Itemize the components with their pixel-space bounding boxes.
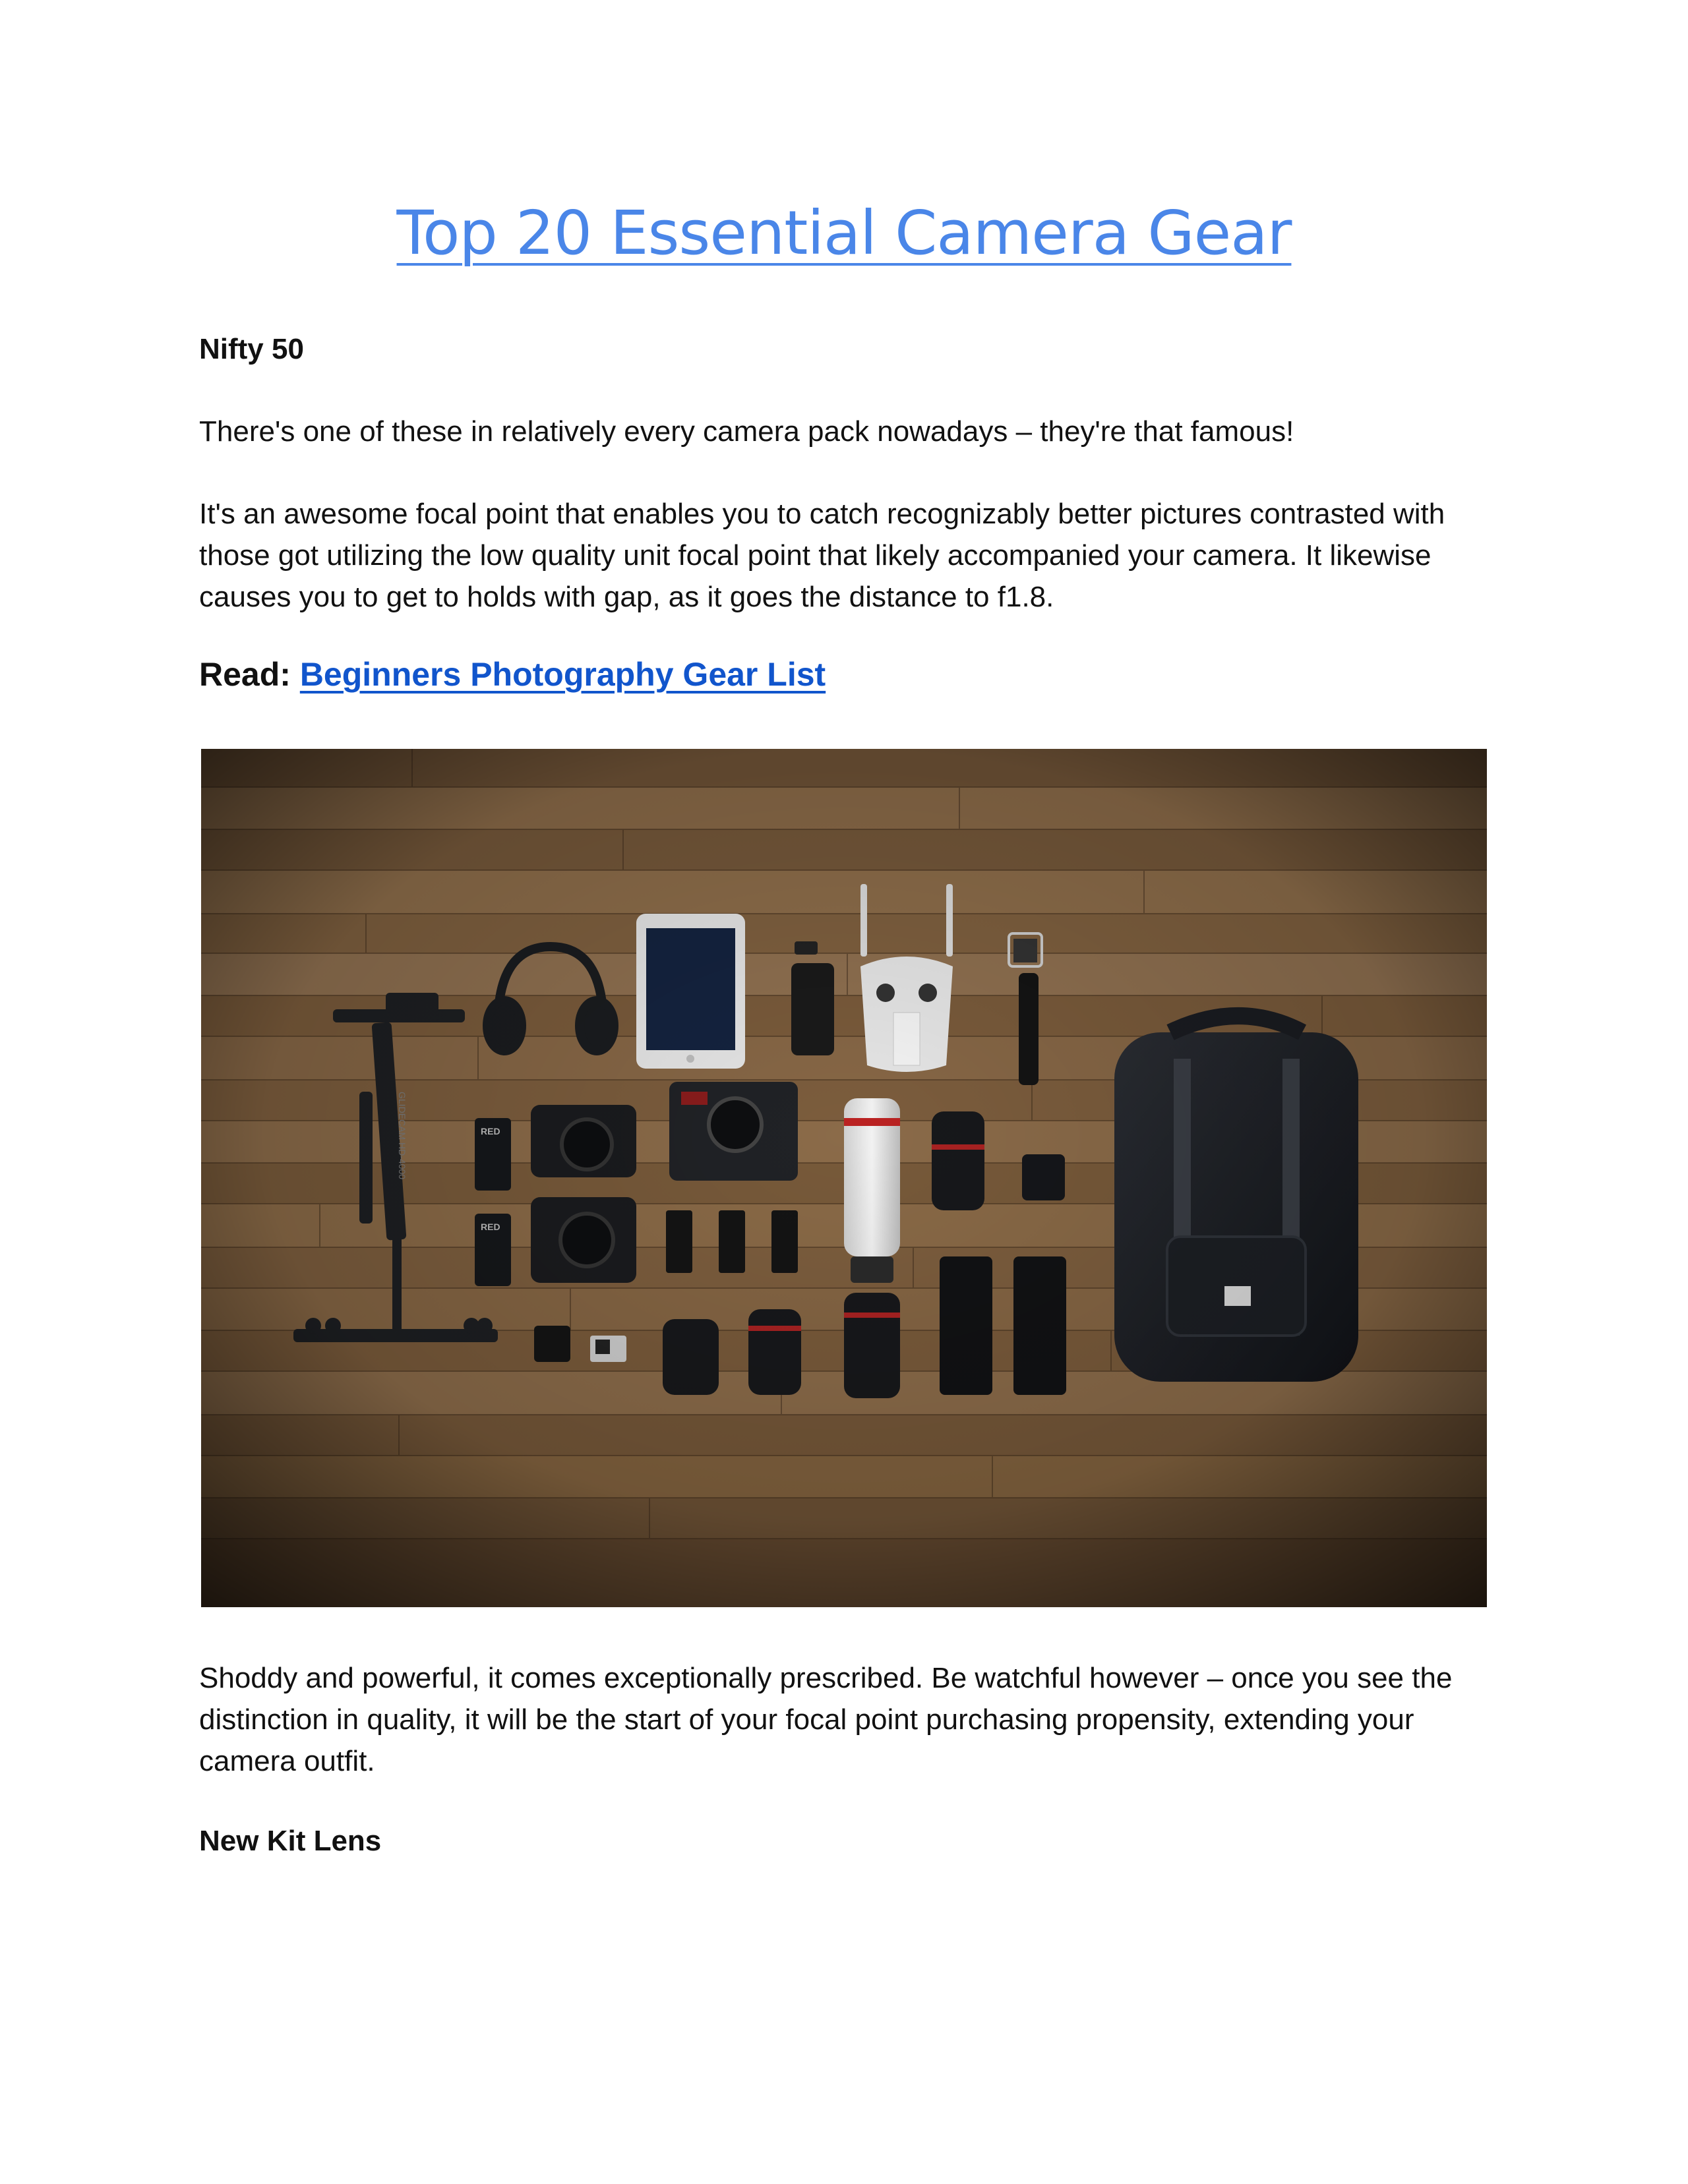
- read-more-line: [199, 655, 826, 694]
- beginners-gear-list-link[interactable]: Beginners Photography Gear List: [299, 656, 826, 693]
- page-title[interactable]: Top 20 Essential Camera Gear: [396, 198, 1292, 268]
- read-label: Read:: [199, 656, 300, 693]
- paragraph-conclusion: Shoddy and powerful, it comes exceptionally prescribed. Be watchful however – once you see the distinction in quality, it will be the start of your focal point purchasing propensity, extending your camera outfit.: [199, 1662, 1453, 1777]
- section-heading-new-kit-lens: New Kit Lens: [199, 1825, 382, 1857]
- photo-vignette: [201, 749, 1487, 1607]
- paragraph-description: It's an awesome focal point that enables you to catch recognizably better pictures contrasted with those got utilizing the low quality unit focal point that likely accompanied your camera. It likewise causes you to get to holds with gap, as it goes the distance to f1.8.: [199, 498, 1445, 613]
- section-heading-nifty-50: Nifty 50: [199, 333, 304, 365]
- paragraph-intro: There's one of these in relatively every camera pack nowadays – they're that famous!: [199, 415, 1294, 448]
- camera-gear-flatlay-photo: [201, 749, 1487, 1607]
